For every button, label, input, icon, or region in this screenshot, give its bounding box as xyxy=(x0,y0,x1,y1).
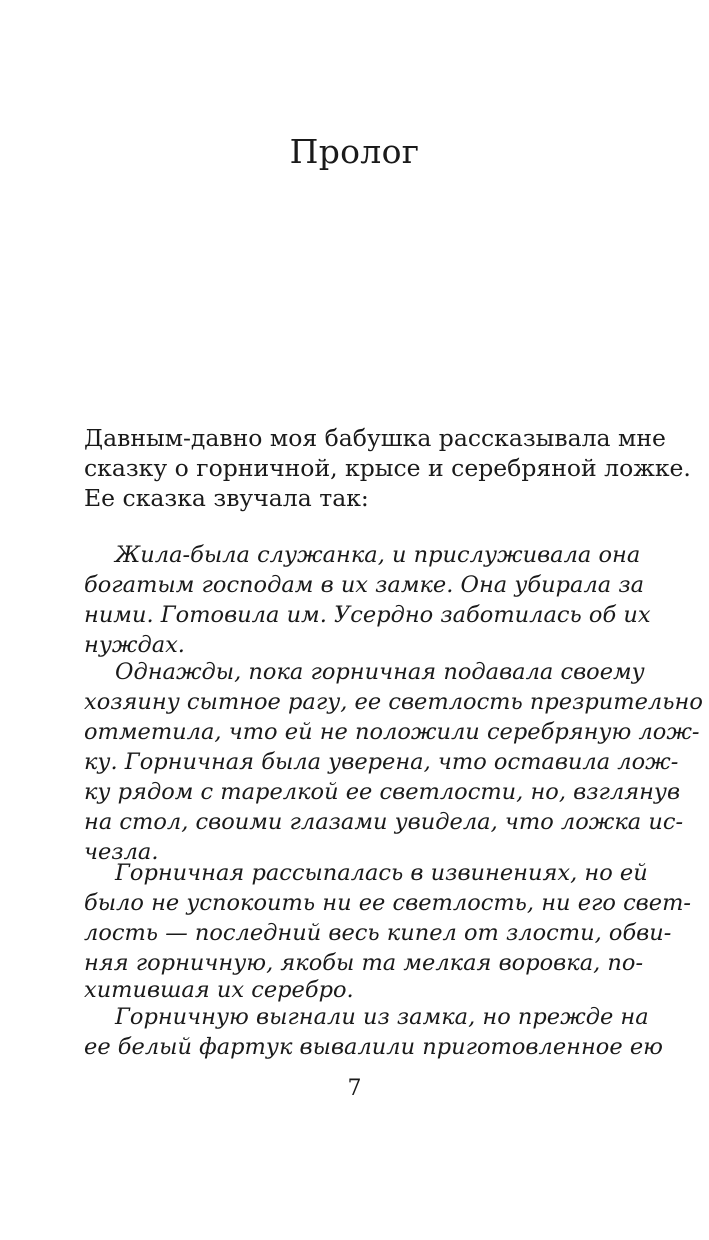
story-line: няя горничную, якобы та мелкая воровка, по- xyxy=(84,950,644,976)
intro-line: сказку о горничной, крысе и серебряной ложке. xyxy=(84,454,691,482)
story-line: отметила, что ей не положили серебряную лож- xyxy=(84,719,700,745)
story-line: ее белый фартук вывалили приготовленное ею xyxy=(84,1034,663,1060)
story-line: лость — последний весь кипел от злости, обви- xyxy=(84,920,672,946)
story-line: Горничную выгнали из замка, но прежде на xyxy=(115,1004,649,1030)
page-number: 7 xyxy=(347,1076,362,1101)
story-line: Жила-была служанка, и прислуживала она xyxy=(115,542,641,568)
story-line: нуждах. xyxy=(84,632,185,658)
intro-line: Ее сказка звучала так: xyxy=(84,484,369,512)
story-line: Однажды, пока горничная подавала своему xyxy=(115,659,645,685)
story-line: ними. Готовила им. Усердно заботилась об их xyxy=(84,602,651,628)
story-line: Горничная рассыпалась в извинениях, но ей xyxy=(115,860,648,886)
intro-line: Давным-давно моя бабушка рассказывала мне xyxy=(84,424,666,452)
story-line: было не успокоить ни ее светлость, ни его свет- xyxy=(84,890,692,916)
story-line: чезла. xyxy=(84,839,159,865)
story-line: ку рядом с тарелкой ее светлости, но, взглянув xyxy=(84,779,681,805)
story-line: богатым господам в их замке. Она убирала за xyxy=(84,572,645,598)
story-line: на стол, своими глазами увидела, что ложка ис- xyxy=(84,809,684,835)
story-line: хозяину сытное рагу, ее светлость презрительно xyxy=(84,689,703,715)
story-line: ку. Горничная была уверена, что оставила лож- xyxy=(84,749,679,775)
chapter-title: Пролог xyxy=(289,132,420,171)
story-line: хитившая их серебро. xyxy=(84,977,354,1003)
